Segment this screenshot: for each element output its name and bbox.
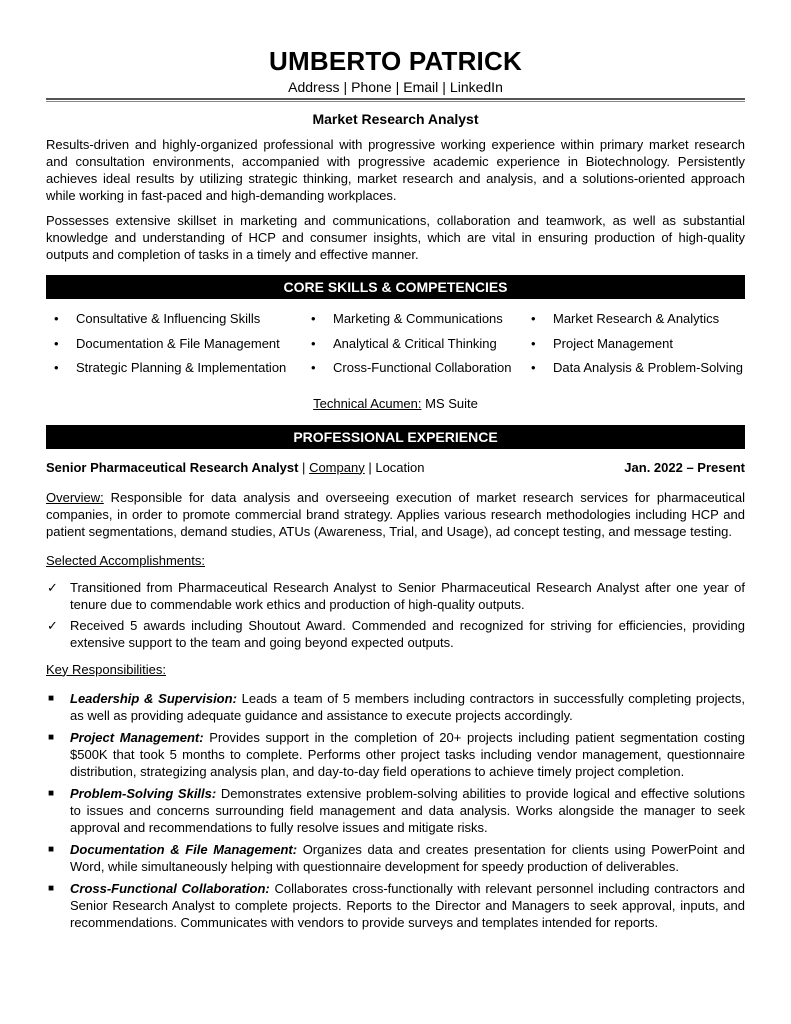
responsibility-title: Project Management: (70, 729, 204, 745)
contact-line (46, 78, 745, 96)
responsibilities-list (46, 690, 745, 931)
square-bullet-icon: ■ (48, 787, 55, 799)
responsibility-text: Collaborates cross-functionally with relevant personnel including contractors and Senior Research Analyst to complete projects. Reports to the Director and Managers to seek approval, inputs, and recommendations. Communicates with vendors to provide surveys and templates intended for reports. (70, 880, 745, 930)
bullet-icon: • (311, 311, 316, 326)
technical-acumen (46, 395, 745, 413)
contact-email: Email (403, 79, 439, 95)
bullet-icon: • (311, 335, 316, 351)
bullet-icon: • (531, 311, 536, 326)
separator: | (395, 79, 400, 95)
summary-paragraph: Possesses extensive skillset in marketing and communications, collaboration and teamwork, as well as substantial knowledge and understanding of HCP and consumer insights, which are vital in ensuring production of high-quality outputs and completion of tasks in a timely and effective manner. (46, 213, 745, 262)
responsibility-title: Cross-Functional Collaboration: (70, 880, 270, 896)
skill-item: • Strategic Planning & Implementation (54, 360, 287, 375)
list-item (46, 729, 745, 780)
responsibilities-heading: Key Responsibilities: (46, 661, 166, 677)
role-location: Location (375, 459, 425, 475)
bullet-icon: • (531, 360, 536, 375)
square-bullet-icon: ■ (48, 882, 55, 894)
skill-item: • Marketing & Communications (311, 311, 503, 326)
responsibility-title: Documentation & File Management: (70, 841, 298, 857)
list-item: ✓ Transitioned from Pharmaceutical Research Analyst to Senior Pharmaceutical Research Analyst after one year of tenure due to commendable work ethics and production of high-quality outputs. (47, 579, 745, 612)
square-bullet-icon: ■ (48, 692, 55, 704)
skill-item: • Analytical & Critical Thinking (311, 335, 497, 351)
header-rule-thin (46, 101, 745, 102)
contact-phone: Phone (351, 79, 392, 95)
separator: | (302, 459, 306, 475)
square-bullet-icon: ■ (48, 731, 55, 743)
section-heading-experience: PROFESSIONAL EXPERIENCE (46, 425, 745, 449)
overview-label: Overview: (46, 489, 104, 505)
role-dates: Jan. 2022 – Present (624, 459, 745, 475)
list-item (46, 690, 745, 724)
overview-paragraph (46, 489, 745, 540)
skill-item: • Documentation & File Management (54, 335, 280, 351)
role-details (46, 459, 425, 477)
accomplishments-heading: Selected Accomplishments: (46, 552, 205, 568)
square-bullet-icon: ■ (48, 843, 55, 855)
bullet-icon: • (54, 311, 59, 326)
contact-linkedin: LinkedIn (449, 79, 503, 95)
technical-acumen-label: Technical Acumen: (313, 395, 422, 411)
responsibility-text: Leads a team of 5 members including contractors in successfully completing projects, as well as providing adequate guidance and assistance to execute projects accordingly. (70, 690, 746, 723)
separator: | (368, 459, 372, 475)
role-header (46, 459, 745, 477)
skill-item: • Cross-Functional Collaboration (311, 360, 512, 375)
responsibility-text: Provides support in the completion of 20+ projects including patient segmentation costing $500K that took 5 months to complete. Performs other project tasks including vendor management, questionnaire distribution, strategizing analysis plan, and day-to-day field operations to achieve timely project completion. (70, 729, 745, 779)
responsibility-text: Organizes data and creates presentation for clients using PowerPoint and Word, while simultaneously helping with questionnaire development for speedy production of deliverables. (70, 841, 745, 874)
section-heading-skills: CORE SKILLS & COMPETENCIES (46, 275, 745, 299)
list-item (46, 841, 745, 875)
header-rule (46, 98, 745, 100)
bullet-icon: • (531, 335, 536, 351)
job-title: Market Research Analyst (312, 111, 479, 127)
checkmark-icon: ✓ (47, 617, 58, 633)
bullet-icon: • (311, 360, 316, 375)
company-name: Company (309, 459, 365, 475)
bullet-icon: • (54, 360, 59, 375)
skill-item: • Market Research & Analytics (531, 311, 720, 326)
list-item: ✓ Received 5 awards including Shoutout Award. Commended and recognized for striving for efficiencies, providing extensive support to the team and going beyond expected outputs. (47, 617, 745, 650)
role-title: Senior Pharmaceutical Research Analyst (46, 459, 299, 475)
list-item (46, 880, 745, 931)
skill-item: • Consultative & Influencing Skills (54, 311, 261, 326)
checkmark-icon: ✓ (47, 579, 58, 595)
accomplishments-list (46, 579, 745, 651)
separator: | (343, 79, 348, 95)
skills-grid (46, 311, 745, 385)
overview-text: Responsible for data analysis and overseeing execution of market research services for pharmaceutical companies, in order to promote commercial brand strategy. Applies various research methodologies including HCP and patient segmentations, demand studies, ATUs (Awareness, Trial, and Usage), ad concept testing, and message testing. (46, 489, 745, 539)
skill-item: • Data Analysis & Problem-Solving (531, 360, 744, 375)
responsibility-title: Leadership & Supervision: (70, 690, 237, 706)
list-item (46, 785, 745, 836)
separator: | (442, 79, 446, 95)
technical-acumen-value: MS Suite (425, 395, 478, 411)
responsibility-title: Problem-Solving Skills: (70, 785, 217, 801)
responsibility-text: Demonstrates extensive problem-solving abilities to provide logical and effective solutions to issues and concerns surrounding field management and data analysis. Works alongside the manager to seek approval and recommendations to fully resolve issues and mitigate risks. (70, 785, 745, 835)
skill-item: • Project Management (531, 335, 673, 351)
summary-paragraph: Results-driven and highly-organized professional with progressive working experience within primary market research and consultation environments, accompanied with progressive academic experience in Biotechnology. Persistently achieves ideal results by utilizing strategic thinking, market research and analysis, and a solutions-oriented approach while working in fast-paced and high-demanding workplaces. (46, 137, 745, 203)
contact-address: Address (288, 79, 340, 95)
bullet-icon: • (54, 335, 59, 351)
candidate-name: UMBERTO PATRICK (269, 46, 522, 76)
